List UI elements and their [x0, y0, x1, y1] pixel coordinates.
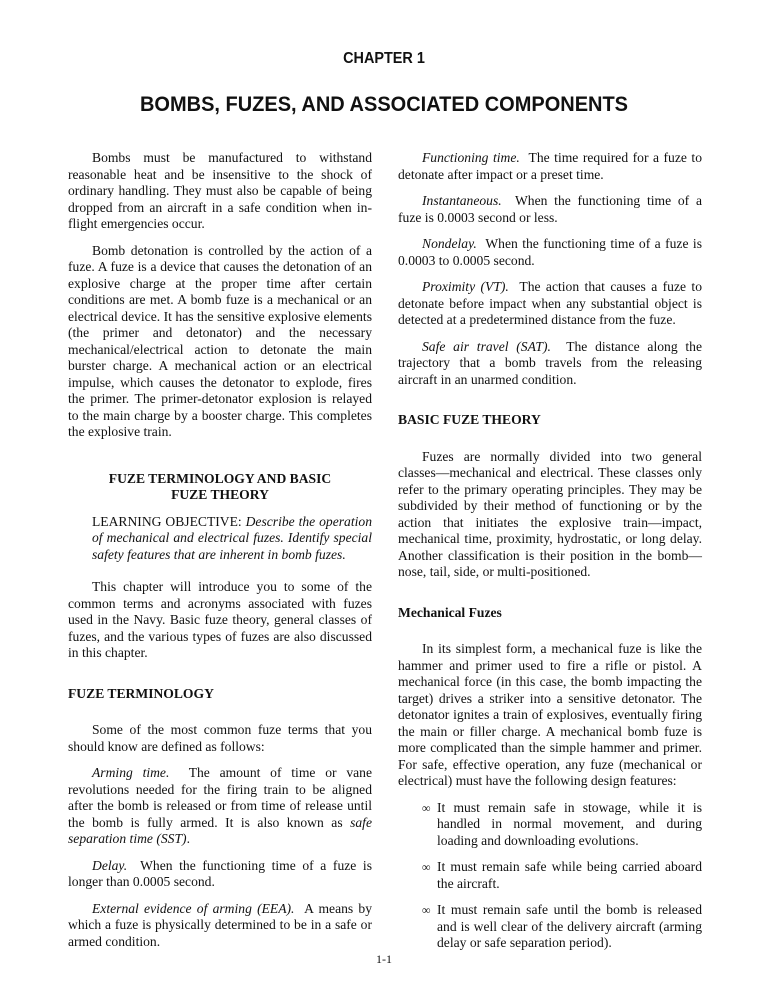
mechanical-fuzes-heading: Mechanical Fuzes	[398, 604, 502, 620]
term-name: Proximity (VT).	[422, 279, 509, 294]
chapter-label: CHAPTER 1	[343, 50, 425, 67]
term-definition	[398, 150, 702, 183]
term-text: A means by which a fuze is physically determined to be in a safe or armed condition.	[68, 900, 373, 949]
term-definition	[398, 193, 702, 226]
left-column	[68, 150, 372, 960]
term-definition	[398, 236, 702, 269]
page-number: 1-1	[376, 952, 392, 966]
learning-objective-label: LEARNING OBJECTIVE:	[92, 513, 242, 529]
list-item	[422, 859, 702, 892]
chapter-title: BOMBS, FUZES, AND ASSOCIATED COMPONENTS	[139, 92, 629, 116]
term-definition	[68, 901, 372, 951]
infinity-bullet-icon: ∞	[422, 800, 431, 815]
terminology-intro: Some of the most common fuze terms that you should know are defined as follows:	[68, 722, 372, 754]
infinity-bullet-icon: ∞	[422, 903, 431, 917]
learning-objective	[92, 514, 372, 564]
term-definition	[68, 765, 372, 848]
terminology-heading: FUZE TERMINOLOGY	[68, 685, 214, 701]
term-definition	[398, 339, 702, 389]
term-text: The action that causes a fuze to detonate before impact when any substantial object is detected at a predetermined distance from the fuze.	[398, 279, 702, 327]
list-item	[422, 800, 702, 850]
term-name: Delay.	[92, 857, 128, 873]
list-item-text: It must remain safe until the bomb is released and is well clear of the delivery aircraft (arming delay or safe separation period).	[437, 902, 702, 950]
term-name: Arming time.	[92, 765, 170, 780]
learning-objective-text: Describe the operation of mechanical and electrical fuzes. Identify special safety features that are inherent in bomb fuzes.	[92, 513, 373, 562]
list-item-text: It must remain safe while being carried aboard the aircraft.	[437, 859, 702, 891]
term-italic-tail: safe separation time (SST)	[68, 814, 372, 846]
term-name: Functioning time.	[422, 150, 520, 165]
term-text: The time required for a fuze to detonate after impact or a preset time.	[398, 150, 702, 182]
mechanical-fuzes-text: In its simplest form, a mechanical fuze is like the hammer and primer used to fire a rifle or pistol. A mechanical force (in this case, the bomb impacting the target) drives a striker into a sensitive detonator. The detonator ignites a train of explosives, eventually firing the main or filler charge. A mechanical bomb fuze is more complicated than the simple hammer and primer. For safe, effective operation, any fuze (mechanical or electrical) must have the following design features:	[398, 641, 702, 788]
term-text: When the functioning time of a fuze is 0.0003 to 0.0005 second.	[398, 236, 702, 268]
list-item-text: It must remain safe in stowage, while it is handled in normal movement, and during loading and downloading evolutions.	[437, 799, 702, 848]
right-column	[398, 150, 702, 962]
section-heading: FUZE TERMINOLOGY AND BASIC FUZE THEORY	[108, 470, 332, 502]
infinity-bullet-icon: ∞	[422, 860, 431, 874]
term-name: External evidence of arming (EEA).	[92, 900, 295, 916]
intro-paragraph: Bombs must be manufactured to withstand reasonable heat and be insensitive to the shock of ordinary handling. They must also be capable of being dropped from an aircraft in a safe condition when in-flight emergencies occur.	[68, 150, 372, 231]
list-item	[422, 902, 702, 952]
term-name: Nondelay.	[422, 236, 477, 251]
term-text: When the functioning time of a fuze is 0.0003 second or less.	[398, 193, 702, 225]
intro-paragraph: Bomb detonation is controlled by the action of a fuze. A fuze is a device that causes the detonation of an explosive charge at the proper time after certain conditions are met. A bomb fuze is a mechanical or an electrical device. It has the sensitive explosive elements (the primer and detonator) and the necessary mechanical/electrical action to detonate the main burster charge. A mechanical action or an electrical impulse, which causes the detonator to explode, fires the primer. The primer-detonator explosion is relayed to the main charge by a booster charge. This completes the explosive train.	[68, 242, 372, 439]
basic-theory-heading: BASIC FUZE THEORY	[398, 412, 541, 427]
term-definition	[398, 279, 702, 329]
term-end: .	[186, 831, 190, 846]
term-text: When the functioning time of a fuze is longer than 0.0005 second.	[68, 857, 372, 889]
basic-theory-text: Fuzes are normally divided into two general classes—mechanical and electrical. These classes only refer to the primary operating principles. They may be subdivided by their method of functioning or by the action that initiates the explosive train—impact, mechanical time, proximity, hydrostatic, or long delay. Another classification is their position in the bomb—nose, tail, side, or multi-positioned.	[398, 448, 702, 579]
term-definition	[68, 858, 372, 891]
term-name: Instantaneous.	[422, 193, 502, 208]
term-name: Safe air travel (SAT).	[422, 338, 551, 354]
term-text: The amount of time or vane revolutions needed for the firing train to be aligned after the bomb is released or from time of release until the bomb is fully armed. It is also known as	[68, 765, 372, 830]
term-text: The distance along the trajectory that a bomb travels from the releasing aircraft in an unarmed condition.	[398, 338, 702, 387]
chapter-intro: This chapter will introduce you to some of the common terms and acronyms associated with fuzes used in the Navy. Basic fuze theory, general classes of fuzes, and the various types of fuzes are also discussed in this chapter.	[68, 579, 372, 660]
design-features-list	[398, 800, 702, 952]
